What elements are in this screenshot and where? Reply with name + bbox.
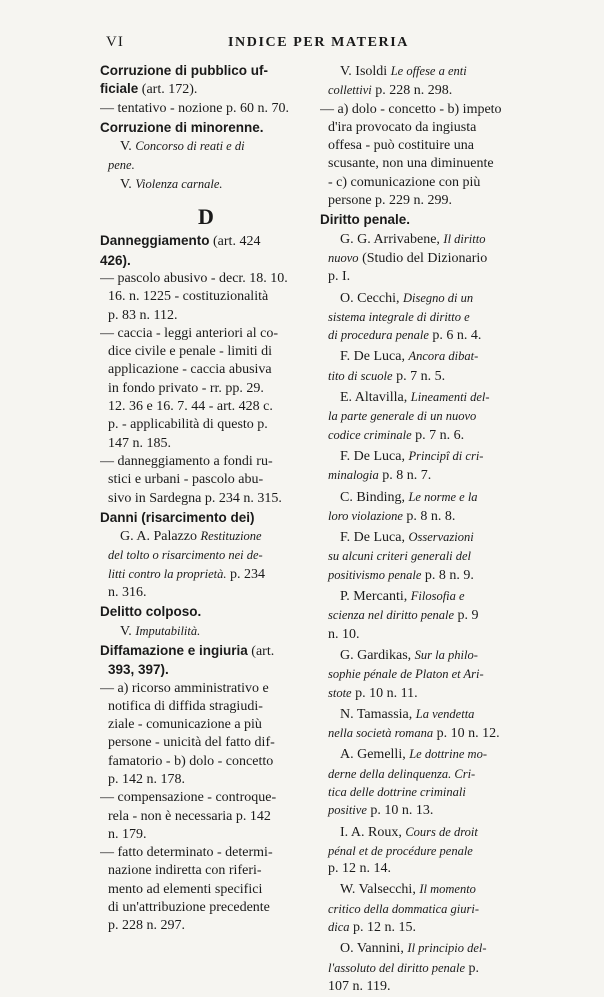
work-title: Il principio del-	[407, 941, 487, 956]
entry-subline: p. 83 n. 112.	[108, 307, 178, 323]
page-number: VI	[106, 34, 124, 50]
author-name: A. Gemelli,	[340, 747, 410, 763]
page-ref-cont: n. 10.	[328, 626, 360, 642]
work-title: La vendetta	[415, 706, 475, 721]
entry-heading: Corruzione di minorenne.	[100, 119, 264, 135]
page-header	[0, 30, 604, 54]
entry-subline: persone p. 229 n. 299.	[328, 193, 453, 209]
entry-subline: famatorio - b) dolo - concetto	[108, 753, 274, 769]
work-title-cont: pénal et de procédure penale	[328, 843, 473, 858]
page-ref: p. 10 n. 13.	[366, 803, 434, 819]
work-title-cont: del tolto o risarcimento nei de-	[108, 548, 263, 563]
index-entry-diritto-penale	[320, 211, 518, 996]
work-title: Sur la philo-	[414, 647, 478, 662]
work-title-cont: di procedura penale	[328, 328, 429, 343]
work-title-cont: critico della dommatica giuri-	[328, 901, 480, 916]
work-title-cont: scienza nel diritto penale	[328, 608, 455, 623]
entry-subline: in fondo privato - rr. pp. 29.	[108, 380, 264, 396]
cross-reference: Concorso di reati e di	[135, 139, 245, 154]
work-title-cont: sophie pénale de Platon et Ari-	[328, 667, 484, 682]
page-ref: p. 7 n. 5.	[392, 368, 446, 384]
see-also-marker: V.	[120, 139, 136, 155]
author-name: F. De Luca,	[340, 530, 409, 546]
entry-subline: p. 142 n. 178.	[108, 771, 185, 787]
entry-subline: dice civile e penale - limiti di	[108, 344, 273, 360]
entry-subline: scusante, non una diminuente	[328, 156, 494, 172]
work-title-cont: tica delle dottrine criminali	[328, 784, 466, 799]
work-title: Ancora dibat-	[408, 349, 479, 364]
author-name: F. De Luca,	[340, 448, 409, 464]
see-also-marker: V.	[120, 176, 136, 192]
author-name: E. Altavilla,	[340, 390, 411, 406]
entry-subline: mento ad elementi specifici	[108, 881, 263, 897]
entry-subline: 16. n. 1225 - costituzionalità	[108, 289, 269, 305]
author-name: O. Vannini,	[340, 941, 408, 957]
page-ref: p. 228 n. 298.	[371, 83, 453, 99]
entry-subline: — pascolo abusivo - decr. 18. 10.	[100, 270, 288, 286]
entry-subline: p. 228 n. 297.	[108, 918, 185, 934]
page-ref-cont: 107 n. 119.	[328, 978, 391, 994]
work-title-cont: loro violazione	[328, 508, 403, 523]
cross-reference: Imputabilità.	[135, 623, 201, 638]
right-column	[320, 62, 518, 997]
work-title-cont: stote	[328, 685, 352, 700]
index-entry-diffamazione-cont	[320, 62, 518, 210]
work-title: Osservazioni	[408, 530, 474, 545]
entry-article-ref: (art. 424	[209, 234, 261, 250]
page-ref: p. 10 n. 11.	[351, 685, 418, 701]
page-ref: p. 8 n. 7.	[378, 468, 432, 484]
page-ref: p. 12 n. 14.	[328, 861, 391, 877]
work-title-cont: tito di scuole	[328, 368, 393, 383]
entry-heading: Diffamazione e ingiuria	[100, 642, 248, 658]
author-name: G. Gardikas,	[340, 647, 415, 663]
page-ref: p. 12 n. 15.	[349, 920, 417, 936]
entry-subline: n. 179.	[108, 826, 147, 842]
entry-article-ref-cont: 426).	[100, 252, 131, 268]
entry-subline: — a) dolo - concetto - b) impeto	[320, 101, 502, 117]
work-title-cont: collettivi	[328, 83, 372, 98]
work-title-cont: l'assoluto del diritto penale	[328, 960, 466, 975]
entry-article-ref: (art. 172).	[138, 82, 198, 98]
work-title: Disegno di un	[402, 290, 474, 305]
index-entry-danni	[100, 509, 314, 602]
work-title: Lineamenti del-	[410, 390, 490, 405]
work-title: Restituzione	[200, 529, 262, 544]
page-ref: p. 7 n. 6.	[411, 427, 465, 443]
entry-subline: 12. 36 e 16. 7. 44 - art. 428 c.	[108, 399, 273, 415]
entry-heading: Danni (risarcimento dei)	[100, 509, 255, 525]
entry-subline: persone - unicità del fatto dif-	[108, 735, 275, 751]
work-title-cont: dica	[328, 920, 350, 935]
entry-subline: — tentativo - nozione p. 60 n. 70.	[100, 100, 289, 116]
work-title-cont: litti contro la proprietà.	[108, 566, 227, 581]
entry-subline: stici e urbani - pascolo abu-	[108, 472, 264, 488]
work-title: Le dottrine mo-	[409, 747, 487, 762]
author-name: G. A. Palazzo	[120, 529, 201, 545]
work-title-cont: positivismo penale	[328, 567, 422, 582]
author-name: G. G. Arrivabene,	[340, 231, 444, 247]
page-ref: p.	[465, 960, 480, 976]
author-name: N. Tamassia,	[340, 706, 416, 722]
entry-subline: d'ira provocato da ingiusta	[328, 119, 477, 135]
work-title: Cours de droit	[405, 824, 478, 839]
entry-subline: ziale - comunicazione a più	[108, 717, 262, 733]
work-note: (Studio del Dizionario	[358, 250, 488, 266]
entry-subline: — caccia - leggi anteriori al co-	[100, 325, 279, 341]
entry-heading: Corruzione di pubblico uf-	[100, 63, 268, 78]
work-title: Il diritto	[443, 231, 486, 246]
author-name: O. Cecchi,	[340, 290, 403, 306]
cross-reference: Violenza carnale.	[135, 176, 223, 191]
work-title: Le norme e la	[408, 489, 478, 504]
work-title-cont: derne della delinquenza. Cri-	[328, 766, 476, 781]
index-entry-diffamazione	[100, 642, 314, 936]
index-entry-danneggiamento	[100, 232, 314, 507]
author-name: C. Binding,	[340, 489, 409, 505]
entry-subline: - c) comunicazione con più	[328, 174, 481, 190]
entry-subline: notifica di diffida stragiudi-	[108, 698, 263, 714]
work-title: Le offese a enti	[390, 64, 467, 78]
page-ref: p. 234	[226, 566, 266, 582]
entry-subline: — compensazione - controque-	[100, 790, 277, 806]
section-letter: D	[198, 204, 216, 230]
entry-subline: — a) ricorso amministrativo e	[100, 680, 269, 696]
entry-subline: offesa - può costituire una	[328, 138, 474, 154]
work-title-cont: sistema integrale di diritto e	[328, 309, 470, 324]
index-entry-corruzione-pubblico-ufficiale	[100, 62, 314, 118]
entry-subline: rela - non è necessaria p. 142	[108, 808, 271, 824]
entry-subline: nazione indiretta con riferi-	[108, 863, 262, 879]
work-title-cont: nuovo	[328, 250, 359, 265]
page-title: INDICE PER MATERIA	[228, 35, 409, 50]
author-name: F. De Luca,	[340, 349, 409, 365]
work-title-cont: nella società romana	[328, 726, 434, 741]
index-entry-delitto-colposo	[100, 603, 314, 641]
page-ref: p. 6 n. 4.	[428, 328, 482, 344]
see-also-marker: V.	[120, 623, 136, 639]
work-title: Principî di cri-	[408, 448, 484, 463]
entry-heading: Delitto colposo.	[100, 604, 202, 620]
entry-subline: — danneggiamento a fondi ru-	[100, 453, 273, 469]
work-title-cont: positive	[328, 803, 367, 818]
entry-article-ref: (art.	[247, 643, 275, 659]
work-title-cont: su alcuni criteri generali del	[328, 549, 472, 564]
left-column	[100, 62, 314, 937]
cross-reference-cont: pene.	[108, 158, 135, 173]
author-name: V. Isoldi	[340, 64, 391, 79]
entry-subline: sivo in Sardegna p. 234 n. 315.	[108, 490, 282, 506]
page-ref: p. 8 n. 8.	[402, 508, 456, 524]
index-entry-corruzione-minorenne	[100, 119, 314, 194]
entry-heading: Danneggiamento	[100, 233, 210, 249]
entry-subline: — fatto determinato - determi-	[100, 845, 273, 861]
page-ref-cont: n. 316.	[108, 585, 147, 601]
work-title-cont: codice criminale	[328, 427, 412, 442]
entry-heading: Diritto penale.	[320, 212, 411, 228]
entry-heading-cont: ficiale	[100, 81, 139, 97]
page-ref: p. 8 n. 9.	[421, 567, 474, 583]
entry-article-ref-cont: 393, 397).	[108, 662, 169, 678]
entry-subline: applicazione - caccia abusiva	[108, 362, 272, 378]
work-title: Il momento	[419, 882, 476, 897]
page-ref: p. 10 n. 12.	[433, 726, 500, 742]
entry-subline: 147 n. 185.	[108, 435, 171, 451]
author-name: I. A. Roux,	[340, 824, 406, 840]
entry-subline: p. - applicabilità di questo p.	[108, 417, 268, 433]
work-title: Filosofia e	[410, 589, 465, 604]
page-ref: p. I.	[328, 269, 351, 285]
entry-subline: di un'attribuzione precedente	[108, 900, 270, 916]
page-ref: p. 9	[454, 608, 479, 624]
author-name: P. Mercanti,	[340, 589, 411, 605]
work-title-cont: la parte generale di un nuovo	[328, 409, 477, 424]
author-name: W. Valsecchi,	[340, 882, 420, 898]
work-title-cont: minalogia	[328, 468, 379, 483]
